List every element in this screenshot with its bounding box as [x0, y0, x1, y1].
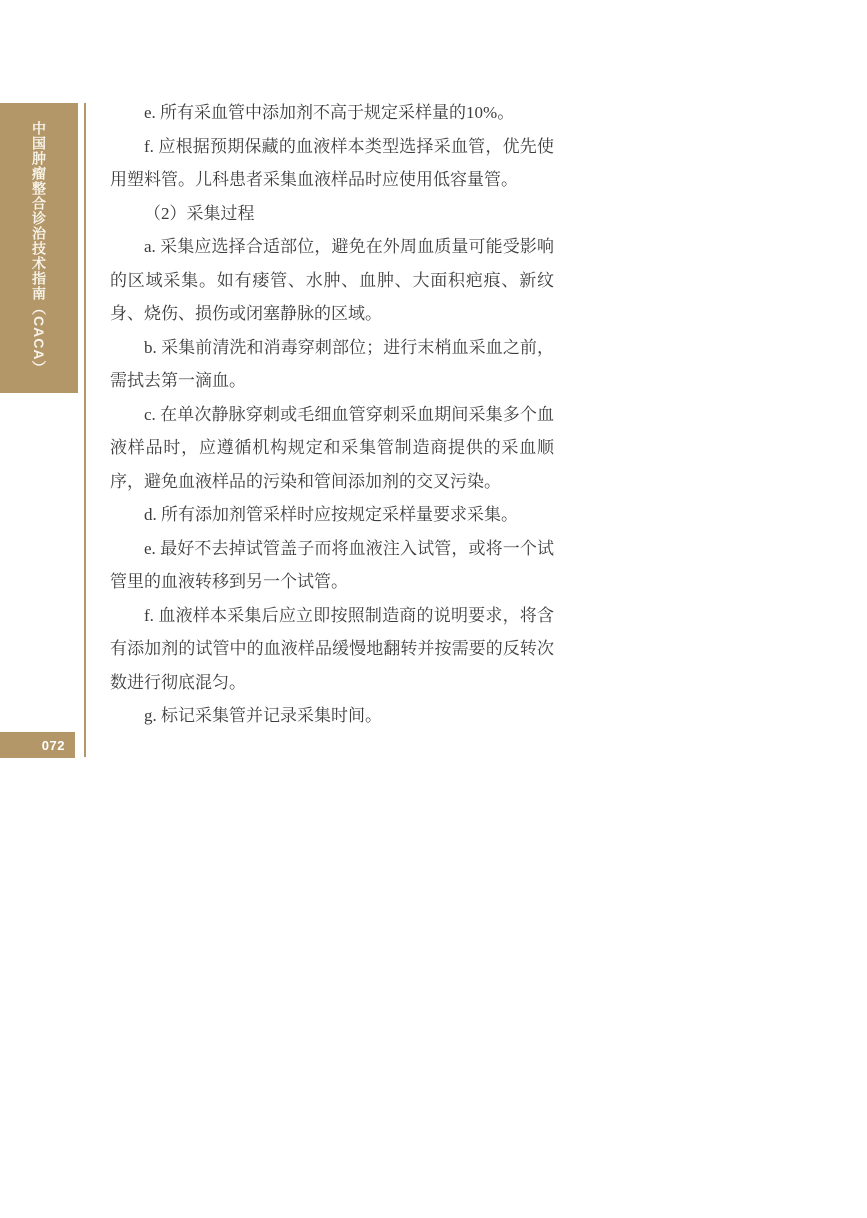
- section-heading-collection-process: （2）采集过程: [144, 203, 255, 223]
- paragraph-item-f2: f. 血液样本采集后应立即按照制造商的说明要求，将含有添加剂的试管中的血液样品缓慢地翻转并按需要的反转次数进行彻底混匀。: [110, 605, 554, 692]
- page-number: 072: [41, 737, 65, 753]
- body-text: [110, 96, 554, 733]
- sidebar-book-title: 中国肿瘤整合诊治技术指南（CACA）: [31, 120, 47, 376]
- paragraph-item-e1: e. 所有采血管中添加剂不高于规定采样量的10%。: [144, 103, 515, 122]
- paragraph-item-d: d. 所有添加剂管采样时应按规定采样量要求采集。: [144, 505, 518, 524]
- paragraph-item-b: b. 采集前清洗和消毒穿刺部位；进行末梢血采血之前，需拭去第一滴血。: [110, 337, 554, 390]
- paragraph-item-g: g. 标记采集管并记录采集时间。: [144, 706, 382, 725]
- page-number-tab: [0, 732, 75, 758]
- paragraph-item-f1: f. 应根据预期保藏的血液样本类型选择采血管，优先使用塑料管。儿科患者采集血液样品时应使用低容量管。: [110, 136, 554, 189]
- paragraph-item-c: c. 在单次静脉穿刺或毛细血管穿刺采血期间采集多个血液样品时，应遵循机构规定和采集管制造商提供的采血顺序，避免血液样品的污染和管间添加剂的交叉污染。: [110, 404, 554, 491]
- paragraph-item-e2: e. 最好不去掉试管盖子而将血液注入试管，或将一个试管里的血液转移到另一个试管。: [110, 538, 554, 591]
- paragraph-item-a: a. 采集应选择合适部位，避免在外周血质量可能受影响的区域采集。如有瘘管、水肿、血肿、大面积疤痕、新纹身、烧伤、损伤或闭塞静脉的区域。: [110, 237, 554, 323]
- sidebar-band: [0, 103, 78, 393]
- margin-rule: [84, 103, 86, 757]
